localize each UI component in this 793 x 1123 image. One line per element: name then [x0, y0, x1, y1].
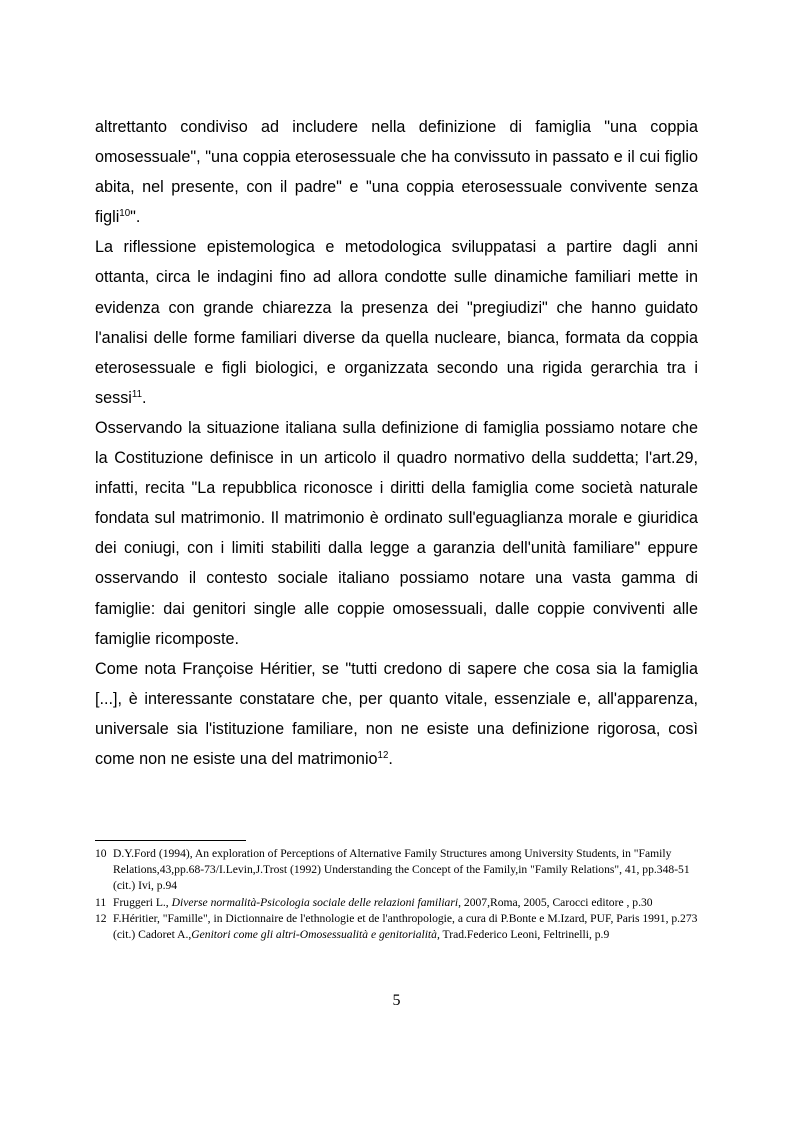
footnote-title: Genitori come gli altri-Omosessualità e genitorialità,: [191, 928, 440, 942]
footnote-text-tail: Trad.Federico Leoni, Feltrinelli, p.9: [439, 928, 610, 942]
paragraph-4: [95, 654, 698, 774]
footnote-title: Diverse normalità-Psicologia sociale delle relazioni familiari: [171, 895, 459, 909]
footnote-text-main: Fruggeri L.,: [113, 895, 172, 909]
paragraph-1: [95, 112, 698, 232]
footnote-text: [113, 846, 698, 895]
paragraph-tail: .: [388, 749, 393, 768]
footnote-text-main: D.Y.Ford (1994), An exploration of Perceptions of Alternative Family Structures among University Students, in "Family Relations,43,pp.68-73/I.Levin,J.Trost (1992) Understanding the Concept of the Family,in "Family Relations", 41, pp.348-51 (cit.) Ivi, p.94: [113, 847, 690, 893]
footnote-12: [95, 911, 698, 943]
footnote-ref[interactable]: 10: [119, 208, 131, 220]
footnote-text: [113, 895, 698, 911]
paragraph-text: Come nota Françoise Héritier, se "tutti credono di sapere che cosa sia la famiglia [...], è interessante constatare che, per quanto vitale, essenziale e, all'apparenza, universale sia l'istituzione familiare, non ne esiste una definizione rigorosa, così come non ne esiste una del matrimonio: [95, 659, 698, 768]
paragraph-2: [95, 232, 698, 413]
footnote-text-main: F.Héritier, "Famille", in Dictionnaire de l'ethnologie et de l'anthropologie, a cura di P.Bonte e M.Izard, PUF, Paris 1991, p.273 (cit.) Cadoret A.,: [113, 911, 698, 942]
paragraph-tail: .: [141, 388, 147, 407]
footnote-ref[interactable]: 11: [131, 389, 142, 401]
body-text: [95, 112, 698, 774]
footnote-number: 11: [95, 895, 107, 909]
page-number: 5: [392, 992, 401, 1009]
paragraph-text: La riflessione epistemologica e metodologica sviluppatasi a partire dagli anni ottanta, circa le indagini fino ad allora condotte sulle dinamiche familiari mette in evidenza con grande chiarezza la presenza dei "pregiudizi" che hanno guidato l'analisi delle forme familiari diverse da quella nucleare, bianca, formata da coppia eterosessuale e figli biologici, e organizzata secondo una rigida gerarchia tra i sessi: [95, 238, 698, 407]
paragraph-tail: ".: [130, 208, 141, 227]
footnote-ref[interactable]: 12: [377, 750, 389, 762]
footnote-11: [95, 895, 698, 911]
footnote-number: 12: [95, 911, 107, 925]
footnote-separator: [95, 840, 246, 841]
footnote-10: [95, 846, 698, 895]
footnote-text: [113, 911, 698, 943]
paragraph-text: Osservando la situazione italiana sulla definizione di famiglia possiamo notare che la Costituzione definisce in un articolo il quadro normativo della suddetta; l'art.29, infatti, recita "La repubblica riconosce i diritti della famiglia come società naturale fondata sul matrimonio. Il matrimonio è ordinato sull'eguaglianza morale e giuridica dei coniugi, con i limiti stabiliti dalla legge a garanzia dell'unità familiare" eppure osservando il contesto sociale italiano possiamo notare una vasta gamma di famiglie: dai genitori single alle coppie omosessuali, dalle coppie conviventi alle famiglie ricomposte.: [95, 418, 698, 648]
footnotes: [95, 846, 698, 943]
paragraph-text: altrettanto condiviso ad includere nella definizione di famiglia "una coppia omosessuale", "una coppia eterosessuale che ha convissuto in passato e il cui figlio abita, nel presente, con il padre" e "una coppia eterosessuale convivente senza figli: [95, 118, 698, 227]
footnote-number: 10: [95, 847, 107, 860]
paragraph-3: [95, 413, 698, 654]
footnote-text-tail: , 2007,Roma, 2005, Carocci editore , p.30: [458, 895, 653, 909]
